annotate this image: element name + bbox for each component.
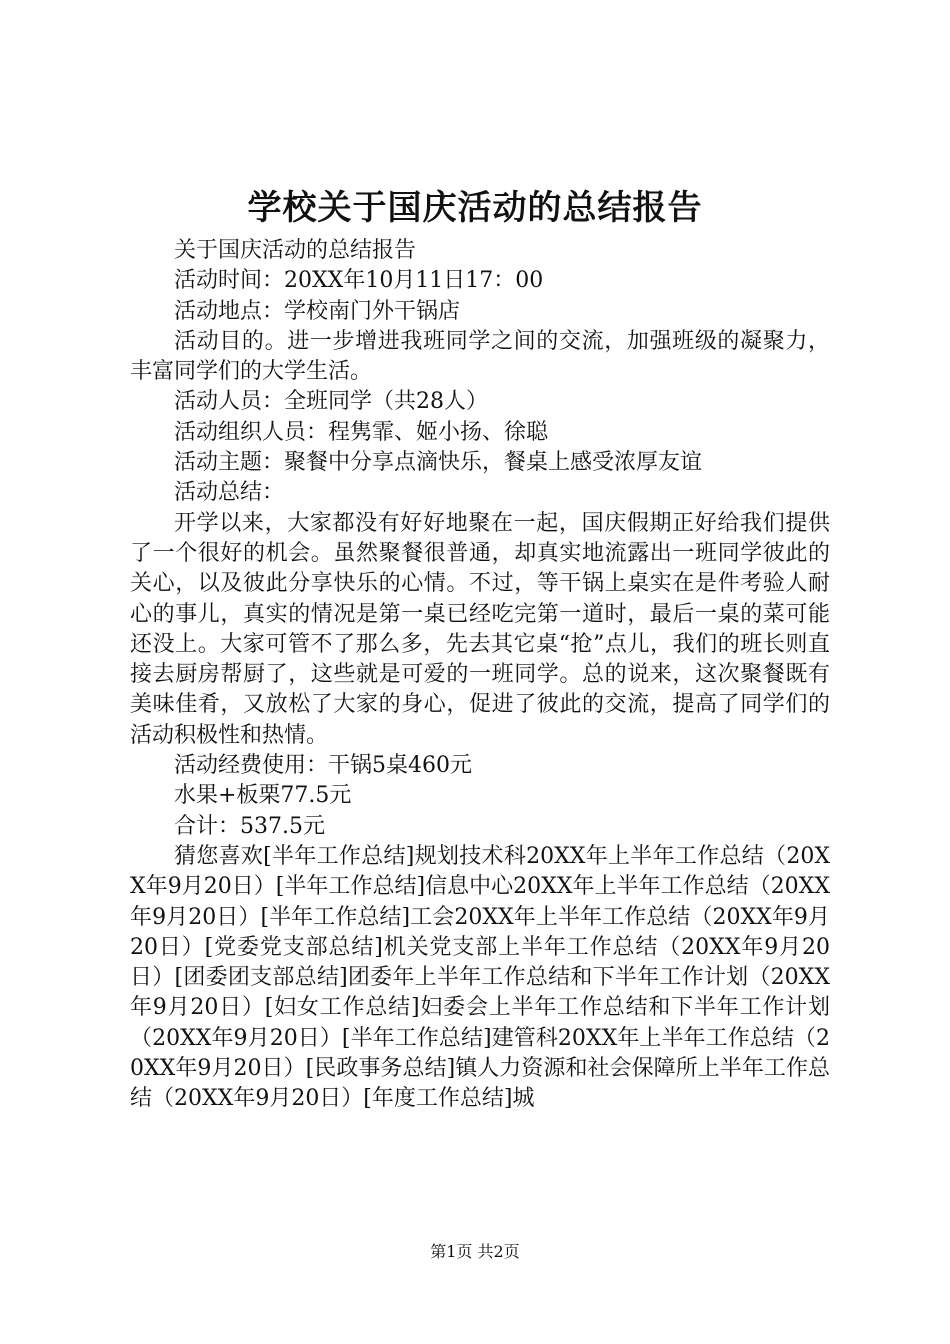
document-body bbox=[130, 236, 830, 1115]
paragraph-related-links: 猜您喜欢[半年工作总结]规划技术科20XX年上半年工作总结（20XX年9月20日）[半年工作总结]信息中心20XX年上半年工作总结（20XX年9月20日）[半年工作总结]工会20XX年上半年工作总结（20XX年9月20日）[党委党支部总结]机关党支部上半年工作总结（20XX年9月20日）[团委团支部总结]团委年上半年工作总结和下半年工作计划（20XX年9月20日）[妇女工作总结]妇委会上半年工作总结和下半年工作计划（20XX年9月20日）[半年工作总结]建管科20XX年上半年工作总结（20XX年9月20日）[民政事务总结]镇人力资源和社会保障所上半年工作总结（20XX年9月20日）[年度工作总结]城 bbox=[130, 843, 830, 1112]
page-number-footer: 第1页 共2页 bbox=[430, 1242, 520, 1261]
paragraph-activity-participants: 活动人员：全班同学（共28人） bbox=[174, 389, 488, 415]
paragraph-summary-heading: 活动总结： bbox=[174, 480, 285, 506]
paragraph-activity-location: 活动地点：学校南门外干锅店 bbox=[174, 298, 461, 324]
paragraph-summary-body: 开学以来，大家都没有好好地聚在一起，国庆假期正好给我们提供了一个很好的机会。虽然聚餐很普通，却真实地流露出一班同学彼此的关心，以及彼此分享快乐的心情。不过，等干锅上桌实在是件考验人耐心的事儿，真实的情况是第一桌已经吃完第一道时，最后一桌的菜可能还没上。大家可管不了那么多，先去其它桌“抢”点儿，我们的班长则直接去厨房帮厨了，这些就是可爱的一班同学。总的说来，这次聚餐既有美味佳肴，又放松了大家的身心，促进了彼此的交流，提高了同学们的活动积极性和热情。 bbox=[130, 510, 830, 748]
paragraph-activity-organizers: 活动组织人员：程隽霏、姬小扬、徐聪 bbox=[174, 419, 549, 445]
paragraph-activity-time: 活动时间：20XX年10月11日17：00 bbox=[174, 268, 544, 294]
paragraph-activity-theme: 活动主题：聚餐中分享点滴快乐，餐桌上感受浓厚友谊 bbox=[174, 450, 703, 476]
paragraph-expense-fruit: 水果+板栗77.5元 bbox=[174, 783, 352, 809]
paragraph-subtitle: 关于国庆活动的总结报告 bbox=[174, 238, 417, 263]
document-title: 学校关于国庆活动的总结报告 bbox=[247, 188, 703, 228]
paragraph-expense-pot: 活动经费使用：干锅5桌460元 bbox=[174, 753, 472, 779]
paragraph-expense-total: 合计：537.5元 bbox=[174, 813, 325, 839]
paragraph-activity-purpose: 活动目的。进一步增进我班同学之间的交流，加强班级的凝聚力，丰富同学们的大学生活。 bbox=[130, 328, 830, 385]
